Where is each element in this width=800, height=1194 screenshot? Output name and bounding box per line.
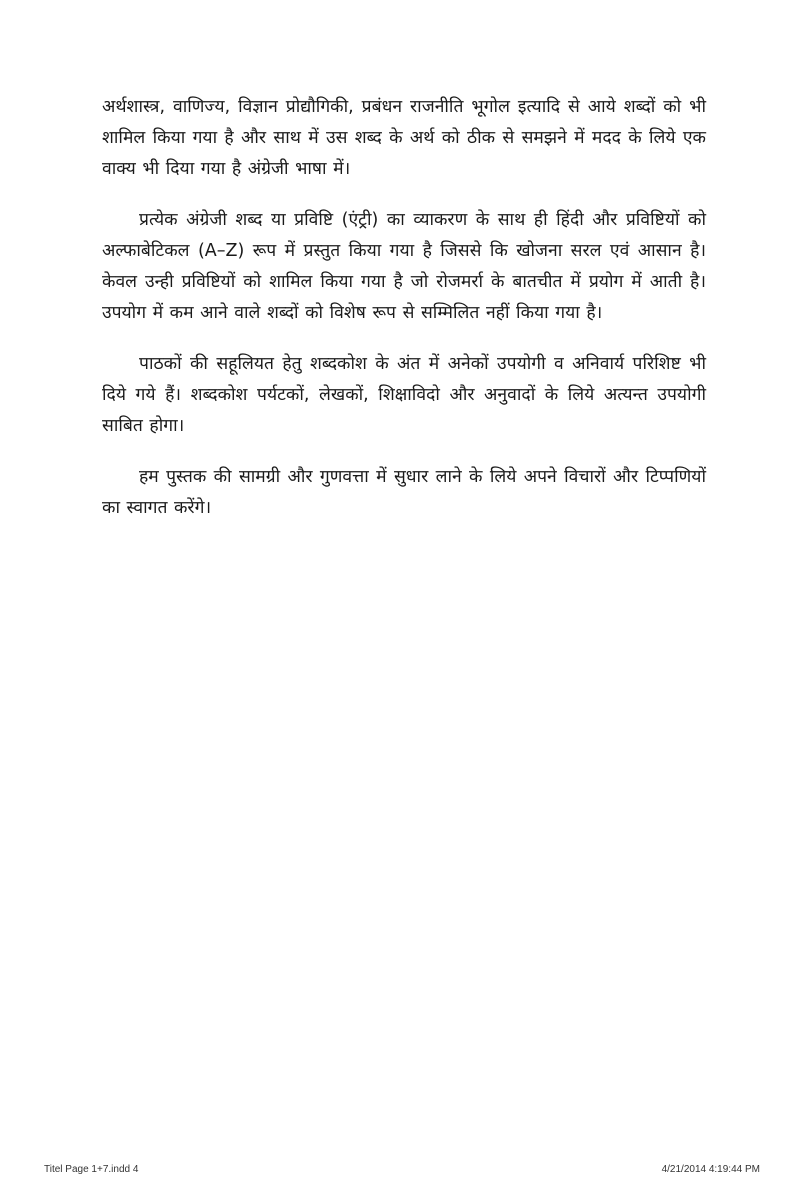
footer-timestamp: 4/21/2014 4:19:44 PM — [661, 1164, 760, 1175]
paragraph-3: पाठकों की सहूलियत हेतु शब्दकोश के अंत में अनेकों उपयोगी व अनिवार्य परिशिष्ट भी दिये गये हैं। शब्दकोश पर्यटकों, लेखकों, शिक्षाविदो और अनुवादों के लिये अत्यन्त उपयोगी साबित होगा। — [102, 354, 706, 436]
footer-file-name: Titel Page 1+7.indd 4 — [44, 1164, 139, 1175]
paragraph-2: प्रत्येक अंग्रेजी शब्द या प्रविष्टि (एंट्री) का व्याकरण के साथ ही हिंदी और प्रविष्टियों को अल्फाबेटिकल (A–Z) रूप में प्रस्तुत किया गया है जिससे कि खोजना सरल एवं आसान है। केवल उन्ही प्रविष्टियों को शामिल किया गया है जो रोजमर्रा के बातचीत में प्रयोग में आती है। उपयोग में कम आने वाले शब्दों को विशेष रूप से सम्मिलित नहीं किया गया है। — [102, 210, 706, 323]
body-text — [102, 92, 706, 544]
paragraph-4: हम पुस्तक की सामग्री और गुणवत्ता में सुधार लाने के लिये अपने विचारों और टिप्पणियों का स्वागत करेंगे। — [102, 467, 706, 518]
paragraph-1: अर्थशास्त्र, वाणिज्य, विज्ञान प्रोद्यौगिकी, प्रबंधन राजनीति भूगोल इत्यादि से आये शब्दों को भी शामिल किया गया है और साथ में उस शब्द के अर्थ को ठीक से समझने में मदद के लिये एक वाक्य भी दिया गया है अंग्रेजी भाषा में। — [102, 97, 706, 179]
